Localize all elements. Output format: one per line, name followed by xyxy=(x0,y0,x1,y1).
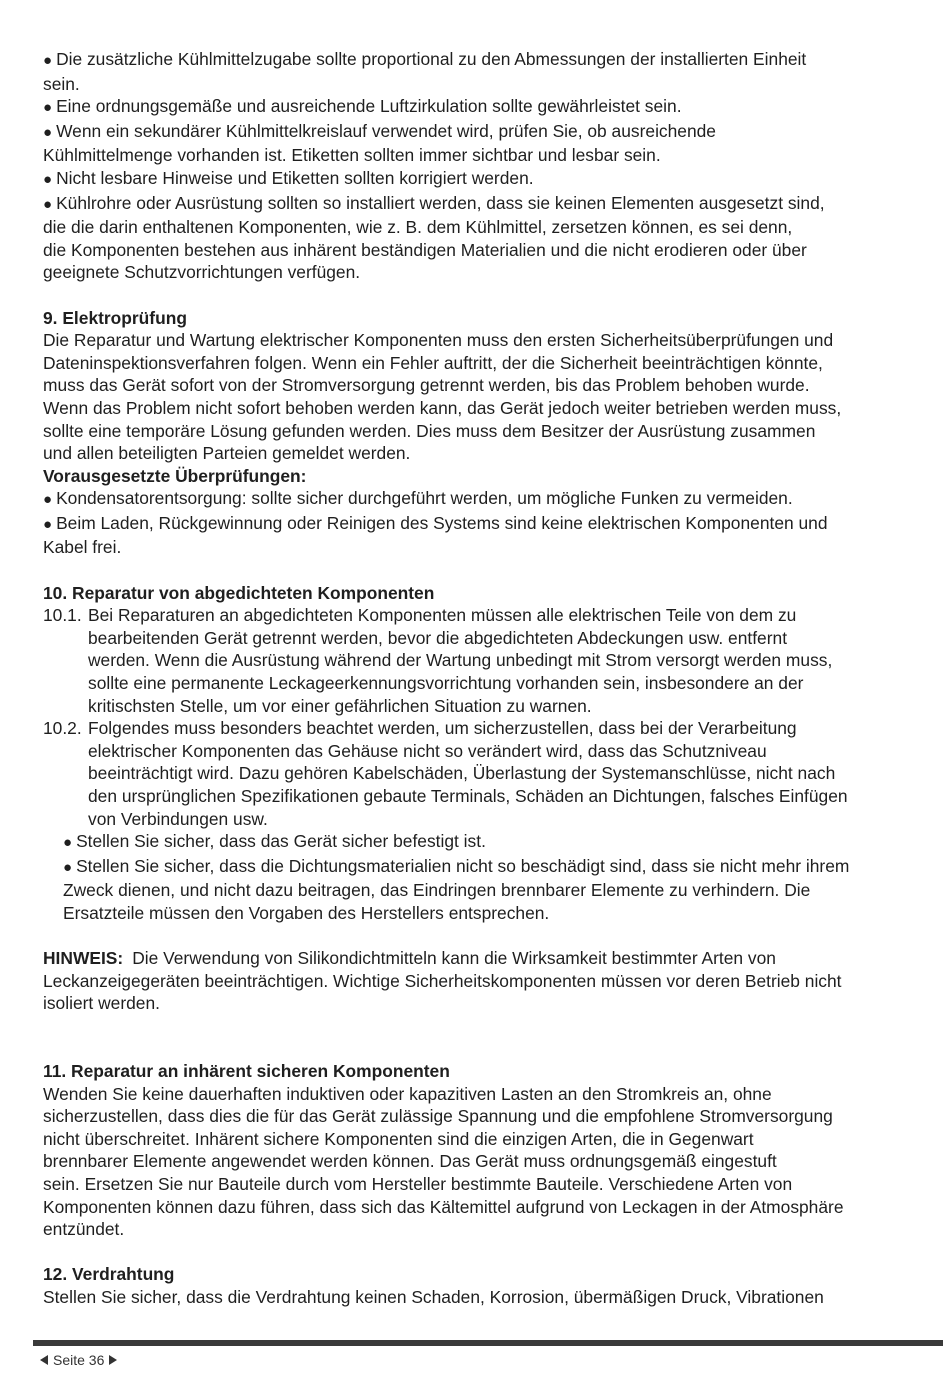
bullet-item xyxy=(43,192,928,284)
text-line: Stellen Sie sicher, dass die Verdrahtung keinen Schaden, Korrosion, übermäßigen Druck, Vibrationen xyxy=(43,1286,824,1307)
text-line: Wenn das Problem nicht sofort behoben werden kann, das Gerät jedoch weiter betrieben werden muss, xyxy=(43,397,842,418)
page-number: Seite 36 xyxy=(53,1352,105,1368)
bullet-item xyxy=(43,512,928,559)
bullet-line: geeignete Schutzvorrichtungen verfügen. xyxy=(43,262,361,283)
footer-divider xyxy=(33,1340,943,1346)
bullet-item xyxy=(43,167,928,192)
bullet-line: ● Beim Laden, Rückgewinnung oder Reinigen des Systems sind keine elektrischen Komponenten und xyxy=(43,512,928,537)
bullet-item xyxy=(63,855,928,925)
prev-page-icon[interactable] xyxy=(40,1355,48,1365)
section-9-bullet-list xyxy=(43,487,928,559)
text-line: nicht überschreitet. Inhärent sichere Komponenten sind die einzigen Arten, die in Gegenwart xyxy=(43,1128,754,1149)
text-line: Wenden Sie keine dauerhaften induktiven oder kapazitiven Lasten an den Stromkreis an, ohne xyxy=(43,1083,772,1104)
text-line: Dateninspektionsverfahren folgen. Wenn ein Fehler auftritt, der die Sicherheit beeinträchtigen könnte, xyxy=(43,352,823,373)
bullet-line: ● Stellen Sie sicher, dass das Gerät sicher befestigt ist. xyxy=(63,830,928,855)
section-12-heading: 12. Verdrahtung xyxy=(43,1264,175,1285)
note-line xyxy=(43,947,928,970)
numbered-item-line: elektrischer Komponenten das Gehäuse nicht so verändert wird, dass das Schutzniveau xyxy=(88,740,767,761)
top-bullet-list xyxy=(43,48,928,284)
section-12-body xyxy=(43,1286,928,1309)
text-line: Die Reparatur und Wartung elektrischer Komponenten muss den ersten Sicherheitsüberprüfungen und xyxy=(43,330,834,351)
numbered-item-line: sollte eine permanente Leckageerkennungsvorrichtung vorhanden sein, insbesondere an der xyxy=(88,673,804,694)
section-9-subheading: Vorausgesetzte Überprüfungen: xyxy=(43,465,307,486)
numbered-item-line: beeinträchtigt wird. Dazu gehören Kabelschäden, Überlastung der Systemanschlüsse, nicht nach xyxy=(88,763,836,784)
section-10-heading: 10. Reparatur von abgedichteten Komponenten xyxy=(43,582,435,603)
note-label: HINWEIS: xyxy=(43,948,124,969)
bullet-item xyxy=(43,120,928,167)
next-page-icon[interactable] xyxy=(109,1355,117,1365)
text-line: sicherzustellen, dass dies die für das Gerät zulässige Spannung und die empfohlene Stromversorgung xyxy=(43,1106,833,1127)
item-text: Folgendes muss besonders beachtet werden, um sicherzustellen, dass bei der Verarbeitung xyxy=(88,718,797,739)
section-10-items xyxy=(43,604,928,830)
page-content xyxy=(43,48,928,1308)
numbered-item xyxy=(43,717,928,830)
numbered-item-line: kritischsten Stelle, um vor einer gefährlichen Situation zu warnen. xyxy=(88,695,592,716)
note-line: Leckanzeigegeräten beeinträchtigen. Wichtige Sicherheitskomponenten müssen vor deren Betrieb nicht xyxy=(43,970,842,991)
numbered-item-line: werden. Wenn die Ausrüstung während der Wartung unbedingt mit Strom versorgt werden muss, xyxy=(88,650,833,671)
numbered-item-line: den ursprünglichen Spezifikationen gebaute Terminals, Schäden an Dichtungen, falsches Einfügen xyxy=(88,786,848,806)
bullet-item xyxy=(43,95,928,120)
note-text: Die Verwendung von Silikondichtmitteln kann die Wirksamkeit bestimmter Arten von xyxy=(132,948,776,969)
numbered-item-line xyxy=(43,717,928,740)
bullet-line: ● Kondensatorentsorgung: sollte sicher durchgeführt werden, um mögliche Funken zu vermeiden. xyxy=(43,487,928,512)
section-9-heading: 9. Elektroprüfung xyxy=(43,307,187,328)
section-11-heading: 11. Reparatur an inhärent sicheren Komponenten xyxy=(43,1060,450,1081)
item-number: 10.1. xyxy=(43,605,82,626)
bullet-line: Kabel frei. xyxy=(43,537,122,558)
page-footer xyxy=(40,1352,117,1368)
bullet-line: Kühlmittelmenge vorhanden ist. Etiketten sollten immer sichtbar und lesbar sein. xyxy=(43,145,661,166)
bullet-item xyxy=(63,830,928,855)
bullet-line: die Komponenten bestehen aus inhärent beständigen Materialien und die nicht erodieren oder über xyxy=(43,239,807,260)
text-line: Komponenten können dazu führen, dass sich das Kältemittel aufgrund von Leckagen in der Atmosphäre xyxy=(43,1196,844,1217)
text-line: muss das Gerät sofort von der Stromversorgung getrennt werden, bis das Problem behoben wurde. xyxy=(43,375,810,396)
bullet-line: die die darin enthaltenen Komponenten, wie z. B. dem Kühlmittel, zersetzen können, es sei denn, xyxy=(43,217,793,238)
section-11-body xyxy=(43,1083,928,1241)
bullet-item xyxy=(43,487,928,512)
bullet-line: ● Kühlrohre oder Ausrüstung sollten so installiert werden, dass sie keinen Elementen ausgesetzt sind, xyxy=(43,192,928,217)
bullet-line: ● Stellen Sie sicher, dass die Dichtungsmaterialien nicht so beschädigt sind, dass sie nicht mehr ihrem xyxy=(63,855,928,880)
text-line: und allen beteiligten Parteien gemeldet werden. xyxy=(43,443,411,464)
text-line: sollte eine temporäre Lösung gefunden werden. Dies muss dem Besitzer der Ausrüstung zusammen xyxy=(43,420,816,441)
bullet-line: ● Nicht lesbare Hinweise und Etiketten sollten korrigiert werden. xyxy=(43,167,928,192)
numbered-item-line: von Verbindungen usw. xyxy=(88,808,268,829)
bullet-line: Zweck dienen, und nicht dazu beitragen, das Eindringen brennbarer Elemente zu verhindern. Die xyxy=(63,880,811,901)
item-number: 10.2. xyxy=(43,718,82,739)
bullet-line: ● Wenn ein sekundärer Kühlmittelkreislauf verwendet wird, prüfen Sie, ob ausreichende xyxy=(43,120,928,145)
bullet-line: sein. xyxy=(43,73,80,94)
note-block xyxy=(43,947,928,1015)
item-text: Bei Reparaturen an abgedichteten Komponenten müssen alle elektrischen Teile von dem zu xyxy=(88,605,797,626)
text-line: brennbarer Elemente angewendet werden können. Das Gerät muss ordnungsgemäß eingestuft xyxy=(43,1151,777,1172)
text-line: sein. Ersetzen Sie nur Bauteile durch vom Hersteller bestimmte Bauteile. Verschiedene Arten von xyxy=(43,1173,793,1194)
numbered-item-line xyxy=(43,604,928,627)
bullet-line: ● Die zusätzliche Kühlmittelzugabe sollte proportional zu den Abmessungen der installierten Einheit xyxy=(43,48,928,73)
numbered-item xyxy=(43,604,928,717)
section-9-body xyxy=(43,329,928,465)
section-10-bullet-list xyxy=(43,830,928,924)
numbered-item-line: bearbeitenden Gerät getrennt werden, bevor die abgedichteten Abdeckungen usw. entfernt xyxy=(88,627,788,648)
bullet-item xyxy=(43,48,928,95)
text-line: entzündet. xyxy=(43,1219,125,1240)
note-line: isoliert werden. xyxy=(43,993,160,1014)
bullet-line: ● Eine ordnungsgemäße und ausreichende Luftzirkulation sollte gewährleistet sein. xyxy=(43,95,928,120)
bullet-line: Ersatzteile müssen den Vorgaben des Herstellers entsprechen. xyxy=(63,902,550,923)
